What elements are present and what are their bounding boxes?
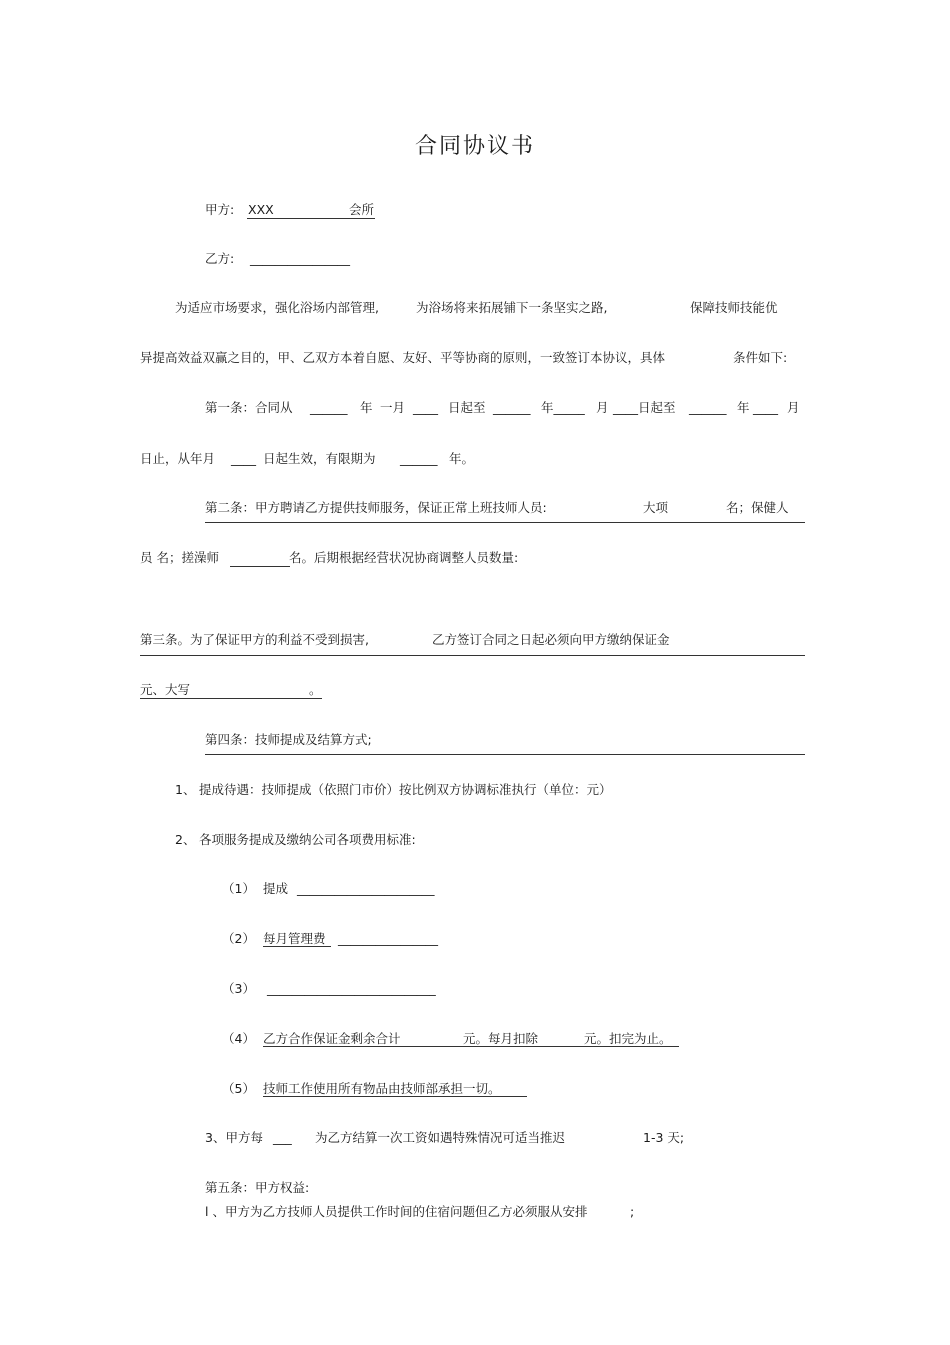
intro-line2-part2: 条件如下: <box>733 350 788 365</box>
article4-item1-text: 提成待遇：技师提成（依照门市价）按比例双方协调标准执行（单位：元） <box>199 782 612 797</box>
article1-blank: ______ <box>310 400 348 415</box>
article1-blank: ____ <box>231 451 256 466</box>
article1-blank: ______ <box>689 400 727 415</box>
article1-text: 年_____ <box>541 400 585 415</box>
sub-item-blank: ________________ <box>338 931 438 946</box>
article2-text: 第二条：甲方聘请乙方提供技师服务，保证正常上班技师人员: <box>205 500 547 515</box>
article2-text: 大项 <box>643 500 669 515</box>
article4-item2-num: 2、 <box>175 832 196 847</box>
article1-text: 月 <box>596 400 609 415</box>
sub-item-num: （3） <box>222 981 255 996</box>
sub-item-num: （5） <box>222 1081 255 1096</box>
intro-line1-part1: 为适应市场要求，强化浴场内部管理, <box>175 300 379 315</box>
article1-text: 年 <box>360 400 373 415</box>
sub-item-underline <box>263 946 331 947</box>
article5-item1-text: ; <box>630 1204 635 1219</box>
article3-underline <box>140 698 322 699</box>
article1-text: 一月 <box>380 400 406 415</box>
party-a-suffix: 会所 <box>349 202 375 217</box>
article4-rule <box>205 754 805 755</box>
article3-text: 第三条。为了保证甲方的利益不受到损害, <box>140 632 369 647</box>
sub-item-text: 每月管理费 <box>263 931 326 946</box>
article1-line2: 日止，从年月 <box>140 451 216 466</box>
article4-item2-text: 各项服务提成及缴纳公司各项费用标准: <box>199 832 416 847</box>
article1-blank: ______ <box>493 400 531 415</box>
article4-item1-num: 1、 <box>175 782 196 797</box>
sub-item-blank: ______________________ <box>297 881 435 896</box>
article1-text: ____日起至 <box>613 400 676 415</box>
sub-item-text: 技师工作使用所有物品由技师部承担一切。 <box>263 1081 501 1096</box>
article1-text: 月 <box>787 400 800 415</box>
sub-item-num: （4） <box>222 1031 255 1046</box>
party-b-label: 乙方: <box>205 251 235 266</box>
article3-line2: 。 <box>309 682 322 697</box>
article1-blank: ____ <box>413 400 438 415</box>
party-b-blank: ________________ <box>250 251 350 266</box>
article3-text: 乙方签订合同之日起必须向甲方缴纳保证金 <box>432 632 670 647</box>
intro-line2-part1: 异提高效益双赢之目的，甲、乙双方本着自愿、友好、平等协商的原则，一致签订本协议，具体 <box>140 350 666 365</box>
article3-rule <box>140 655 805 656</box>
sub-item-text: 元。扣完为止。 <box>584 1031 672 1046</box>
sub-item-text: 元。每月扣除 <box>463 1031 539 1046</box>
intro-line1-part2: 为浴场将来拓展铺下一条坚实之路, <box>416 300 608 315</box>
article4-item3-text: 3、甲方每 <box>205 1130 263 1145</box>
article3-line2: 元、大写 <box>140 682 191 697</box>
document-title: 合同协议书 <box>414 134 535 159</box>
article1-blank: ____ <box>753 400 778 415</box>
sub-item-underline <box>263 1046 679 1047</box>
sub-item-text: 乙方合作保证金剩余合计 <box>263 1031 401 1046</box>
article1-blank: ______ <box>400 451 438 466</box>
article2-rule <box>205 522 805 523</box>
party-a-value: XXX <box>248 202 274 217</box>
article4-item3-text: 为乙方结算一次工资如遇特殊情况可适当推迟 <box>315 1130 566 1145</box>
article2-blank-underline <box>230 566 290 567</box>
sub-item-underline <box>263 1096 527 1097</box>
article2-line2: 员 名；搓澡师 <box>140 550 219 565</box>
sub-item-blank: ___________________________ <box>267 981 436 996</box>
article1-text: 年 <box>737 400 750 415</box>
article4-item3-blank: ___ <box>273 1130 292 1145</box>
party-a-label: 甲方: <box>205 202 235 217</box>
article1-line2: 年。 <box>449 451 475 466</box>
sub-item-num: （2） <box>222 931 255 946</box>
article1-text: 日起至 <box>448 400 486 415</box>
article1-line2: 日起生效，有限期为 <box>263 451 376 466</box>
article5-item1-text: l 、甲方为乙方技师人员提供工作时间的住宿问题但乙方必须服从安排 <box>205 1204 588 1219</box>
article2-line2: 名。后期根据经营状况协商调整人员数量: <box>289 550 519 565</box>
article2-text: 名；保健人 <box>726 500 789 515</box>
sub-item-num: （1） <box>222 881 255 896</box>
sub-item-text: 提成 <box>263 881 289 896</box>
article4-item3-text: 1-3 天; <box>643 1130 685 1145</box>
intro-line1-part3: 保障技师技能优 <box>690 300 778 315</box>
article1-text: 第一条：合同从 <box>205 400 293 415</box>
party-a-underline <box>247 218 375 219</box>
article4-heading: 第四条：技师提成及结算方式; <box>205 732 372 747</box>
article5-heading: 第五条：甲方权益: <box>205 1180 310 1195</box>
